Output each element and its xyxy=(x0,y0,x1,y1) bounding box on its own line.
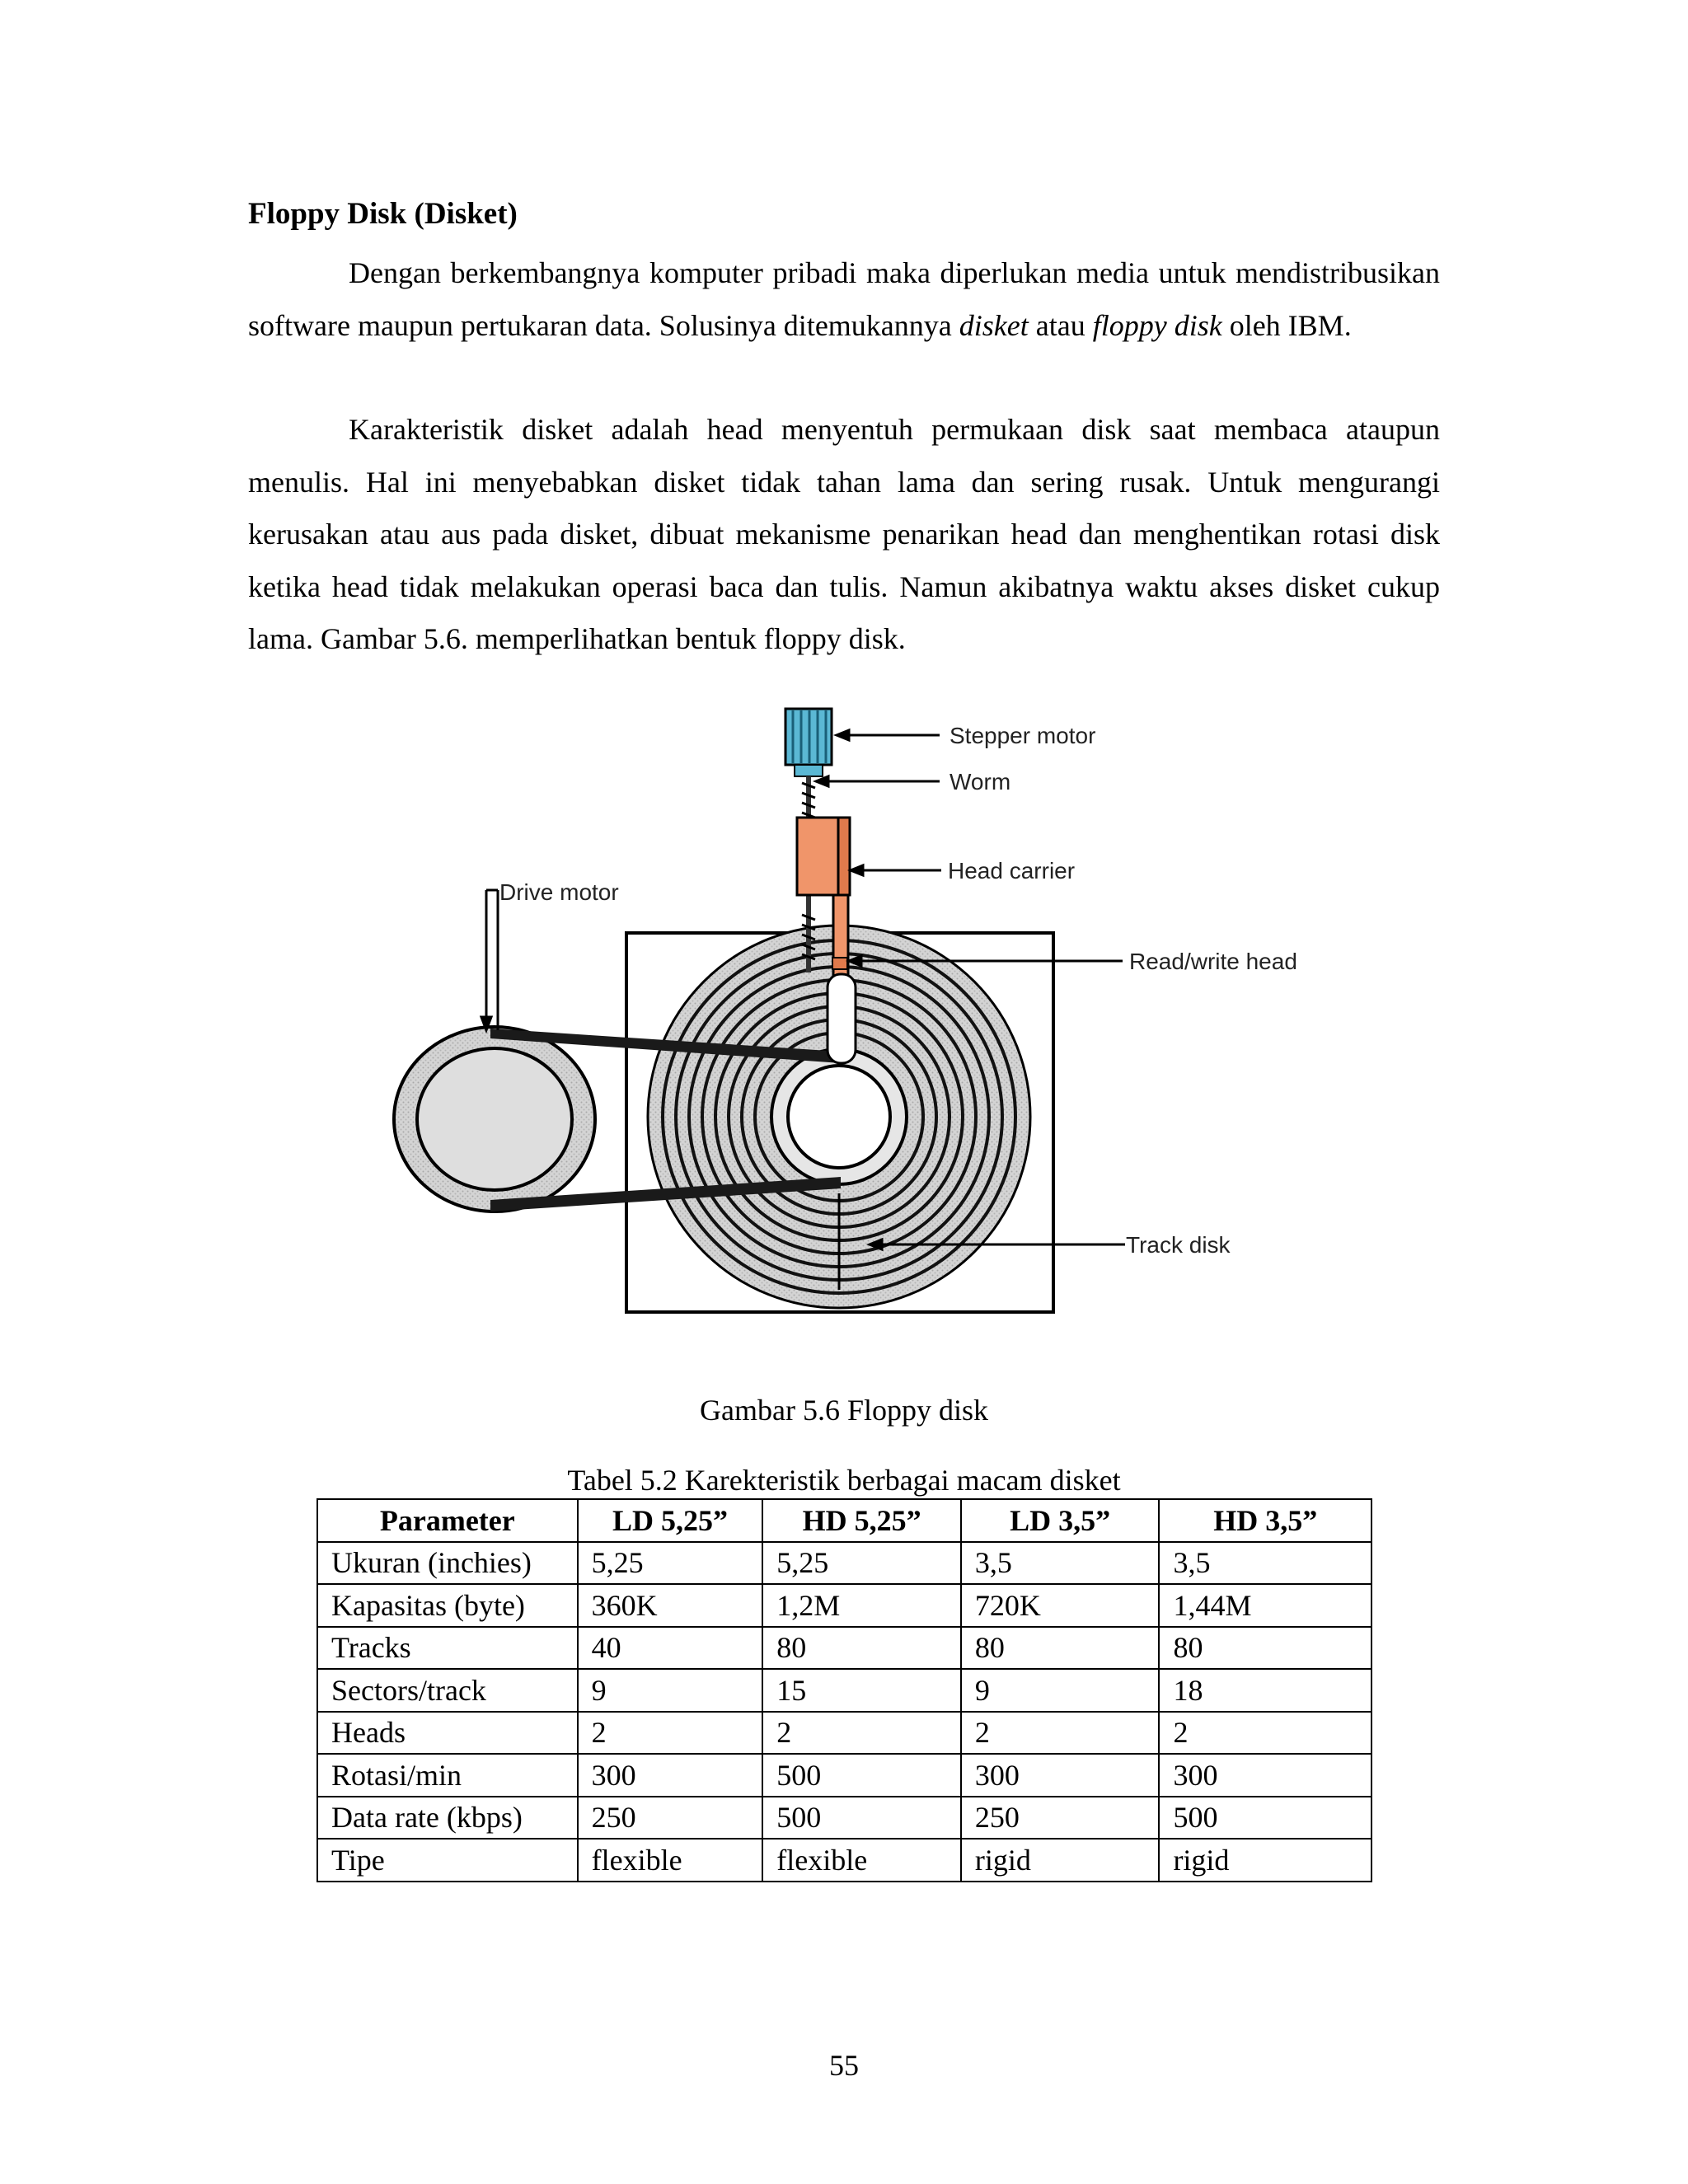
table-row xyxy=(317,1627,1372,1670)
value-cell: rigid xyxy=(1159,1839,1372,1882)
value-cell: 1,44M xyxy=(1159,1584,1372,1627)
value-cell: 1,2M xyxy=(762,1584,961,1627)
paragraph-characteristics: Karakteristik disket adalah head menyentuh permukaan disk saat membaca ataupun menulis. Hal ini menyebabkan disket tidak tahan lama dan sering rusak. Untuk mengurangi kerusakan atau aus pada disket, dibuat mekanisme penarikan head dan menghentikan rotasi disk ketika head tidak melakukan operasi baca dan tulis. Namun akibatnya waktu akses disket cukup lama. Gambar 5.6. memperlihatkan bentuk floppy disk. xyxy=(248,413,1440,655)
table-row xyxy=(317,1797,1372,1840)
column-header: LD 5,25” xyxy=(578,1499,763,1542)
value-cell: 300 xyxy=(1159,1754,1372,1797)
value-cell: 5,25 xyxy=(762,1542,961,1585)
value-cell: 300 xyxy=(578,1754,763,1797)
drive-motor-pulley xyxy=(394,1027,595,1212)
table-row xyxy=(317,1754,1372,1797)
paragraph-intro-text-3: oleh IBM. xyxy=(1221,308,1352,342)
column-header: Parameter xyxy=(317,1499,578,1542)
value-cell: 80 xyxy=(762,1627,961,1670)
value-cell: 3,5 xyxy=(1159,1542,1372,1585)
value-cell: 720K xyxy=(961,1584,1160,1627)
value-cell: 3,5 xyxy=(961,1542,1160,1585)
parameter-cell: Ukuran (inchies) xyxy=(317,1542,578,1585)
table-row xyxy=(317,1839,1372,1882)
value-cell: 250 xyxy=(578,1797,763,1840)
paragraph-intro-text-1: Dengan berkembangnya komputer pribadi maka diperlukan media untuk mendistribusikan software maupun pertukaran data. Solusinya ditemukannya xyxy=(248,256,1440,342)
value-cell: flexible xyxy=(762,1839,961,1882)
label-worm: Worm xyxy=(950,769,1011,794)
column-header: HD 5,25” xyxy=(762,1499,961,1542)
parameter-cell: Tracks xyxy=(317,1627,578,1670)
section-title: Floppy Disk (Disket) xyxy=(248,197,518,231)
value-cell: 360K xyxy=(578,1584,763,1627)
diskette-specs-table xyxy=(316,1498,1372,1882)
floppy-disk-diagram xyxy=(363,701,1352,1327)
value-cell: 18 xyxy=(1159,1669,1372,1712)
value-cell: 40 xyxy=(578,1627,763,1670)
paragraph-intro xyxy=(248,247,1440,352)
label-head-carrier: Head carrier xyxy=(948,858,1076,883)
table-row xyxy=(317,1669,1372,1712)
page-number: 55 xyxy=(829,2049,859,2082)
parameter-cell: Sectors/track xyxy=(317,1669,578,1712)
table-header-row xyxy=(317,1499,1372,1542)
stepper-motor xyxy=(785,709,832,776)
label-stepper-motor: Stepper motor xyxy=(950,723,1096,748)
table-row xyxy=(317,1584,1372,1627)
value-cell: 15 xyxy=(762,1669,961,1712)
paragraph-intro-text-2: atau xyxy=(1028,308,1093,342)
value-cell: 2 xyxy=(1159,1712,1372,1755)
head-slot xyxy=(828,974,856,1063)
figure-caption: Gambar 5.6 Floppy disk xyxy=(700,1394,988,1427)
value-cell: 250 xyxy=(961,1797,1160,1840)
term-floppy-disk: floppy disk xyxy=(1092,308,1222,342)
value-cell: flexible xyxy=(578,1839,763,1882)
label-drive-motor: Drive motor xyxy=(499,879,619,905)
value-cell: 5,25 xyxy=(578,1542,763,1585)
parameter-cell: Data rate (kbps) xyxy=(317,1797,578,1840)
value-cell: 500 xyxy=(1159,1797,1372,1840)
parameter-cell: Tipe xyxy=(317,1839,578,1882)
value-cell: 2 xyxy=(762,1712,961,1755)
table-row xyxy=(317,1542,1372,1585)
label-read-write-head: Read/write head xyxy=(1129,949,1297,974)
column-header: LD 3,5” xyxy=(961,1499,1160,1542)
parameter-cell: Rotasi/min xyxy=(317,1754,578,1797)
value-cell: 2 xyxy=(578,1712,763,1755)
value-cell: rigid xyxy=(961,1839,1160,1882)
parameter-cell: Kapasitas (byte) xyxy=(317,1584,578,1627)
label-track-disk: Track disk xyxy=(1126,1232,1231,1258)
table-row xyxy=(317,1712,1372,1755)
value-cell: 80 xyxy=(961,1627,1160,1670)
value-cell: 80 xyxy=(1159,1627,1372,1670)
value-cell: 300 xyxy=(961,1754,1160,1797)
value-cell: 9 xyxy=(578,1669,763,1712)
value-cell: 500 xyxy=(762,1754,961,1797)
parameter-cell: Heads xyxy=(317,1712,578,1755)
table-caption: Tabel 5.2 Karekteristik berbagai macam disket xyxy=(567,1464,1121,1497)
value-cell: 2 xyxy=(961,1712,1160,1755)
column-header: HD 3,5” xyxy=(1159,1499,1372,1542)
value-cell: 500 xyxy=(762,1797,961,1840)
value-cell: 9 xyxy=(961,1669,1160,1712)
term-disket: disket xyxy=(959,308,1029,342)
